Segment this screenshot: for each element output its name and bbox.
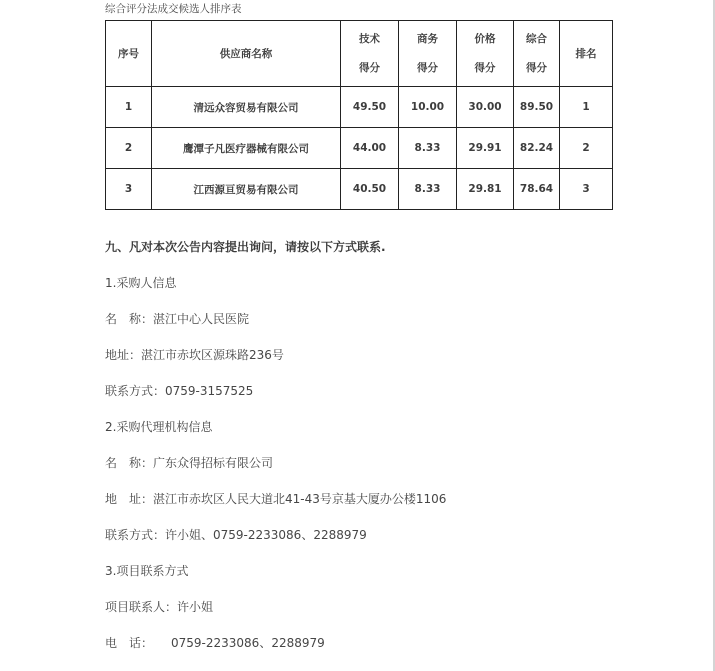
cell-biz-score: 10.00 bbox=[399, 87, 457, 128]
project-contact-heading: 3.项目联系方式 bbox=[105, 564, 189, 578]
cell-rank: 2 bbox=[560, 128, 613, 169]
cell-biz-score: 8.33 bbox=[399, 169, 457, 210]
col-header-total-line1: 综合 bbox=[526, 32, 547, 45]
cell-total-score: 89.50 bbox=[514, 87, 560, 128]
project-contact-person: 项目联系人：许小姐 bbox=[105, 600, 214, 614]
col-header-tech-line1: 技术 bbox=[359, 32, 380, 45]
col-header-price-score bbox=[457, 21, 514, 87]
buyer-contact: 联系方式：0759-3157525 bbox=[105, 384, 254, 398]
cell-seq: 2 bbox=[106, 128, 152, 169]
cell-total-score: 78.64 bbox=[514, 169, 560, 210]
cell-price-score: 29.91 bbox=[457, 128, 514, 169]
cell-price-score: 29.81 bbox=[457, 169, 514, 210]
cell-seq: 3 bbox=[106, 169, 152, 210]
contact-sections bbox=[105, 240, 665, 650]
cell-seq: 1 bbox=[106, 87, 152, 128]
agency-address: 地 址：湛江市赤坎区人民大道北41-43号京基大厦办公楼1106 bbox=[105, 492, 447, 506]
cell-total-score: 82.24 bbox=[514, 128, 560, 169]
col-header-tech-line2: 得分 bbox=[359, 61, 380, 74]
cell-tech-score: 44.00 bbox=[341, 128, 399, 169]
col-header-biz-line2: 得分 bbox=[417, 61, 438, 74]
table-header-row bbox=[106, 21, 613, 87]
buyer-info-heading: 1.采购人信息 bbox=[105, 276, 177, 290]
cell-price-score: 30.00 bbox=[457, 87, 514, 128]
cell-tech-score: 49.50 bbox=[341, 87, 399, 128]
ranking-table bbox=[105, 20, 613, 210]
col-header-seq: 序号 bbox=[106, 21, 152, 87]
agency-info-heading: 2.采购代理机构信息 bbox=[105, 420, 213, 434]
document-content bbox=[105, 3, 665, 650]
col-header-biz-score bbox=[399, 21, 457, 87]
buyer-name: 名 称：湛江中心人民医院 bbox=[105, 312, 250, 326]
agency-name: 名 称：广东众得招标有限公司 bbox=[105, 456, 274, 470]
project-phone: 电 话： 0759-2233086、2288979 bbox=[105, 636, 325, 650]
col-header-price-line1: 价格 bbox=[474, 32, 496, 45]
cell-rank: 1 bbox=[560, 87, 613, 128]
buyer-address: 地址：湛江市赤坎区源珠路236号 bbox=[105, 348, 284, 362]
cell-supplier: 清远众容贸易有限公司 bbox=[152, 87, 341, 128]
notice-heading: 九、凡对本次公告内容提出询问，请按以下方式联系. bbox=[105, 240, 386, 254]
agency-contact: 联系方式：许小姐、0759-2233086、2288979 bbox=[105, 528, 367, 542]
cell-supplier: 江西源亘贸易有限公司 bbox=[152, 169, 341, 210]
cell-rank: 3 bbox=[560, 169, 613, 210]
table-row bbox=[106, 128, 613, 169]
col-header-total-score bbox=[514, 21, 560, 87]
cell-biz-score: 8.33 bbox=[399, 128, 457, 169]
col-header-price-line2: 得分 bbox=[474, 61, 496, 74]
col-header-total-line2: 得分 bbox=[526, 61, 547, 74]
col-header-rank: 排名 bbox=[560, 21, 613, 87]
table-row bbox=[106, 87, 613, 128]
table-row bbox=[106, 169, 613, 210]
col-header-supplier: 供应商名称 bbox=[152, 21, 341, 87]
cell-tech-score: 40.50 bbox=[341, 169, 399, 210]
col-header-tech-score bbox=[341, 21, 399, 87]
page-title: 综合评分法成交候选人排序表 bbox=[105, 3, 242, 15]
cell-supplier: 鹰潭子凡医疗器械有限公司 bbox=[152, 128, 341, 169]
col-header-biz-line1: 商务 bbox=[417, 32, 438, 45]
